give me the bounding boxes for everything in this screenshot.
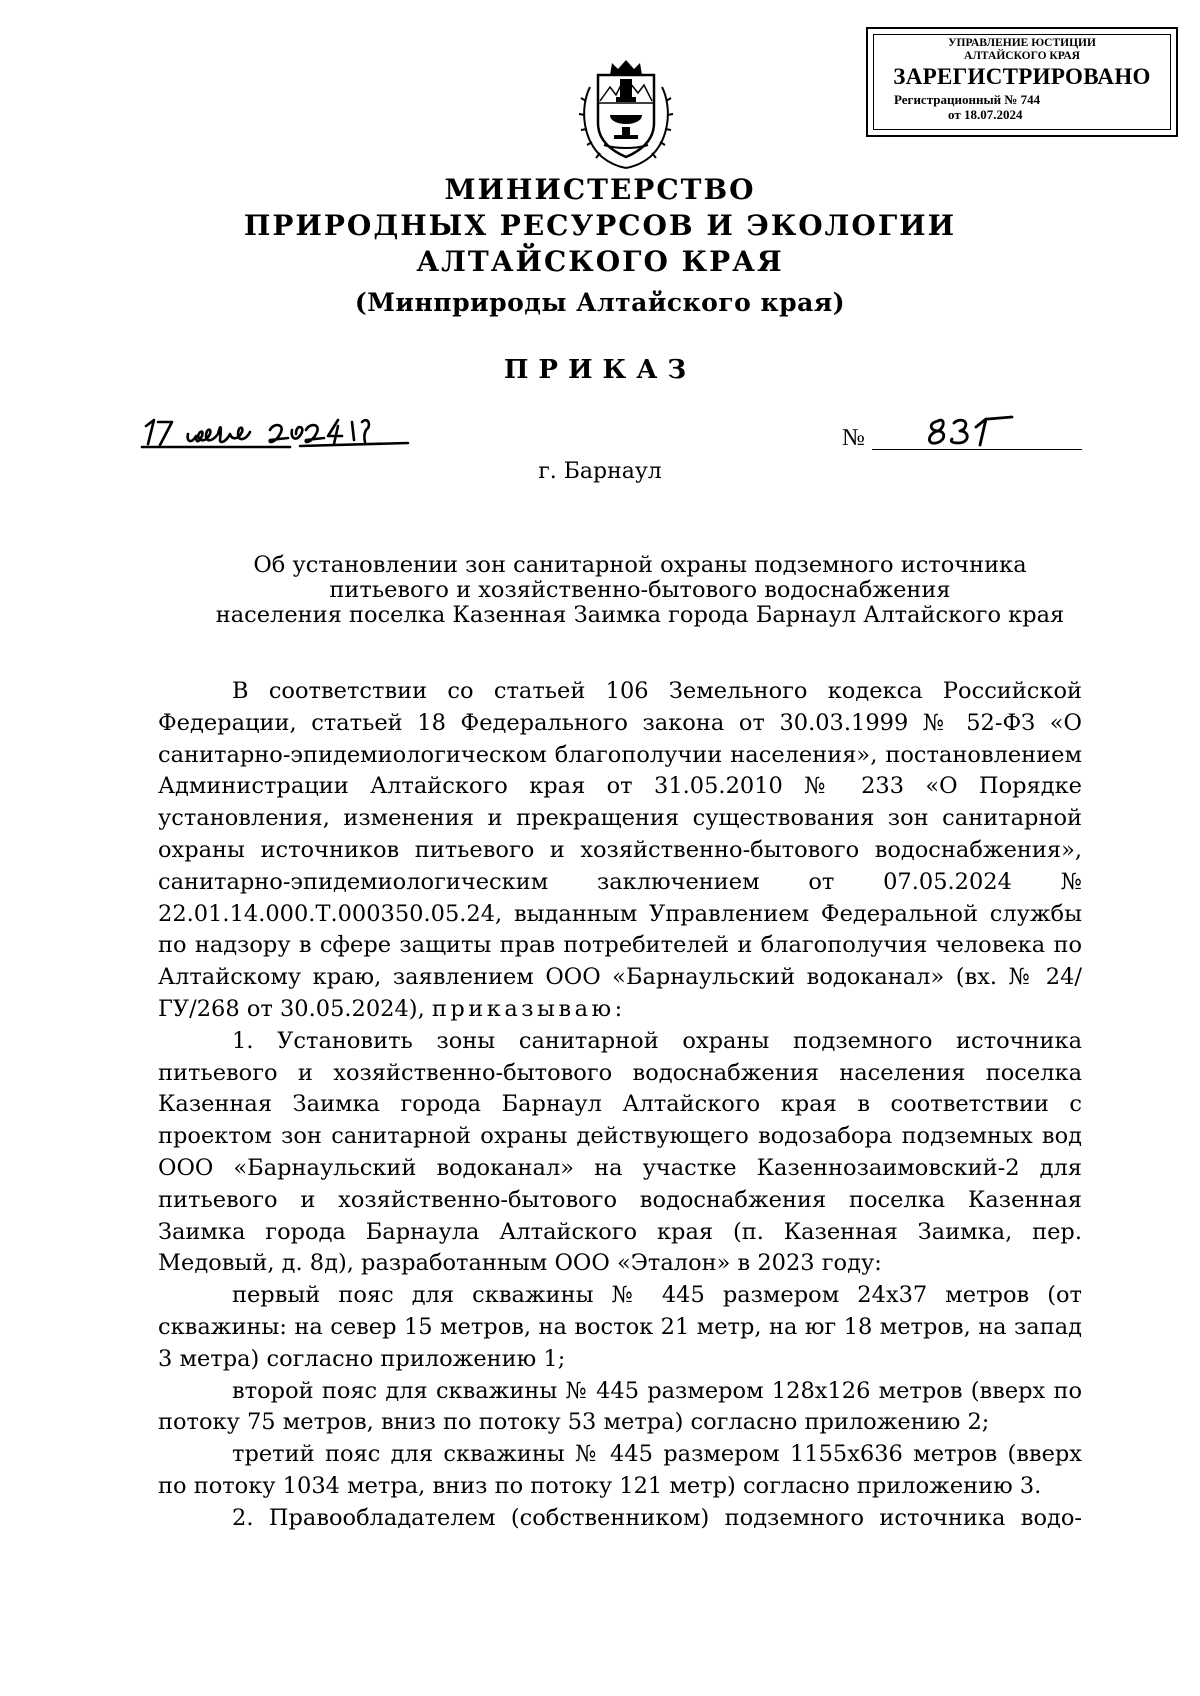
altai-krai-coat-of-arms-icon	[576, 57, 676, 171]
registration-stamp	[866, 27, 1178, 137]
subject-line3: населения поселка Казенная Заимка города Барнаул Алтайского края	[215, 602, 1065, 628]
ministry-title-line1: МИНИСТЕРСТВО	[444, 173, 756, 206]
subject-line1: Об установлении зон санитарной охраны подземного источника	[253, 552, 1027, 578]
clause-2: 2. Правообладателем (собственником) подземного источника водо-	[232, 1504, 1082, 1531]
clause-1: 1. Установить зоны санитарной охраны подземного источника питьевого и хозяйственно-бытового водоснабжения населения поселка Казенная Заимка города Барнаул Алтайского края в соответствии с проектом зон санитарной охраны действующего водозабора подземных вод ООО «Барнаульский водоканал» на участке Казеннозаимовский-2 для питьевого и хозяйственно-бытового водоснабжения поселка Казенная Заимка города Барнаула Алтайского края (п. Казенная Заимка, пер. Медовый, д. 8д), разработанным ООО «Эталон» в 2023 году:	[158, 1027, 1082, 1277]
belt-3-paragraph: третий пояс для скважины № 445 размером 1155х636 метров (вверх по потоку 1034 метра, вниз по потоку 121 метр) согласно приложению 3.	[158, 1441, 1082, 1499]
stamp-reg-number: Регистрационный № 744	[894, 92, 1041, 107]
handwritten-date	[140, 412, 410, 452]
stamp-status: ЗАРЕГИСТРИРОВАНО	[893, 64, 1151, 89]
stamp-authority-line2: АЛТАЙСКОГО КРАЯ	[964, 50, 1080, 62]
belt-1-paragraph: первый пояс для скважины № 445 размером 24х37 метров (от скважины: на север 15 метров, на восток 21 метр, на юг 18 метров, на запад 3 метра) согласно приложению 1;	[158, 1282, 1082, 1372]
ministry-title-line3: АЛТАЙСКОГО КРАЯ	[416, 245, 784, 278]
order-word: приказываю:	[431, 995, 626, 1022]
preamble-text: В соответствии со статьей 106 Земельного кодекса Российской Федерации, статьей 18 Федерального закона от 30.03.1999 № 52-ФЗ «О санитарно-эпидемиологическом благополучии населения», постановлением Администрации Алтайского края от 31.05.2010 № 233 «О Порядке установления, изменения и прекращения существования зон санитарной охраны источников питьевого и хозяйственно-бытового водоснабжения», санитарно-эпидемиологическим заключением от 07.05.2024 № 22.01.14.000.Т.000350.05.24, выданным Управлением Федеральной службы по надзору в сфере защиты прав потребителей и благополучия человека по Алтайскому краю, заявлением ООО «Барнаульский водоканал» (вх. № 24/ГУ/268 от 30.05.2024),	[158, 678, 1082, 1022]
ministry-short-name: (Минприроды Алтайского края)	[354, 288, 846, 317]
belt-2-paragraph: второй пояс для скважины № 445 размером 128х126 метров (вверх по потоку 75 метров, вниз по потоку 53 метра) согласно приложению 2;	[158, 1377, 1082, 1436]
order-number-label: №	[842, 425, 865, 451]
ministry-title-line2: ПРИРОДНЫХ РЕСУРСОВ И ЭКОЛОГИИ	[243, 209, 957, 242]
subject-line2: питьевого и хозяйственно-бытового водоснабжения	[329, 577, 951, 603]
order-subject	[200, 553, 1080, 628]
registration-stamp-inner	[873, 34, 1171, 130]
order-body	[158, 676, 1082, 1535]
handwritten-order-number	[924, 413, 1014, 451]
stamp-reg-date: от 18.07.2024	[948, 107, 1023, 122]
city: г. Барнаул	[538, 459, 662, 484]
stamp-authority-line1: УПРАВЛЕНИЕ ЮСТИЦИИ	[948, 37, 1096, 49]
document-type-title: ПРИКАЗ	[503, 355, 697, 385]
preamble-paragraph	[158, 676, 1082, 1026]
